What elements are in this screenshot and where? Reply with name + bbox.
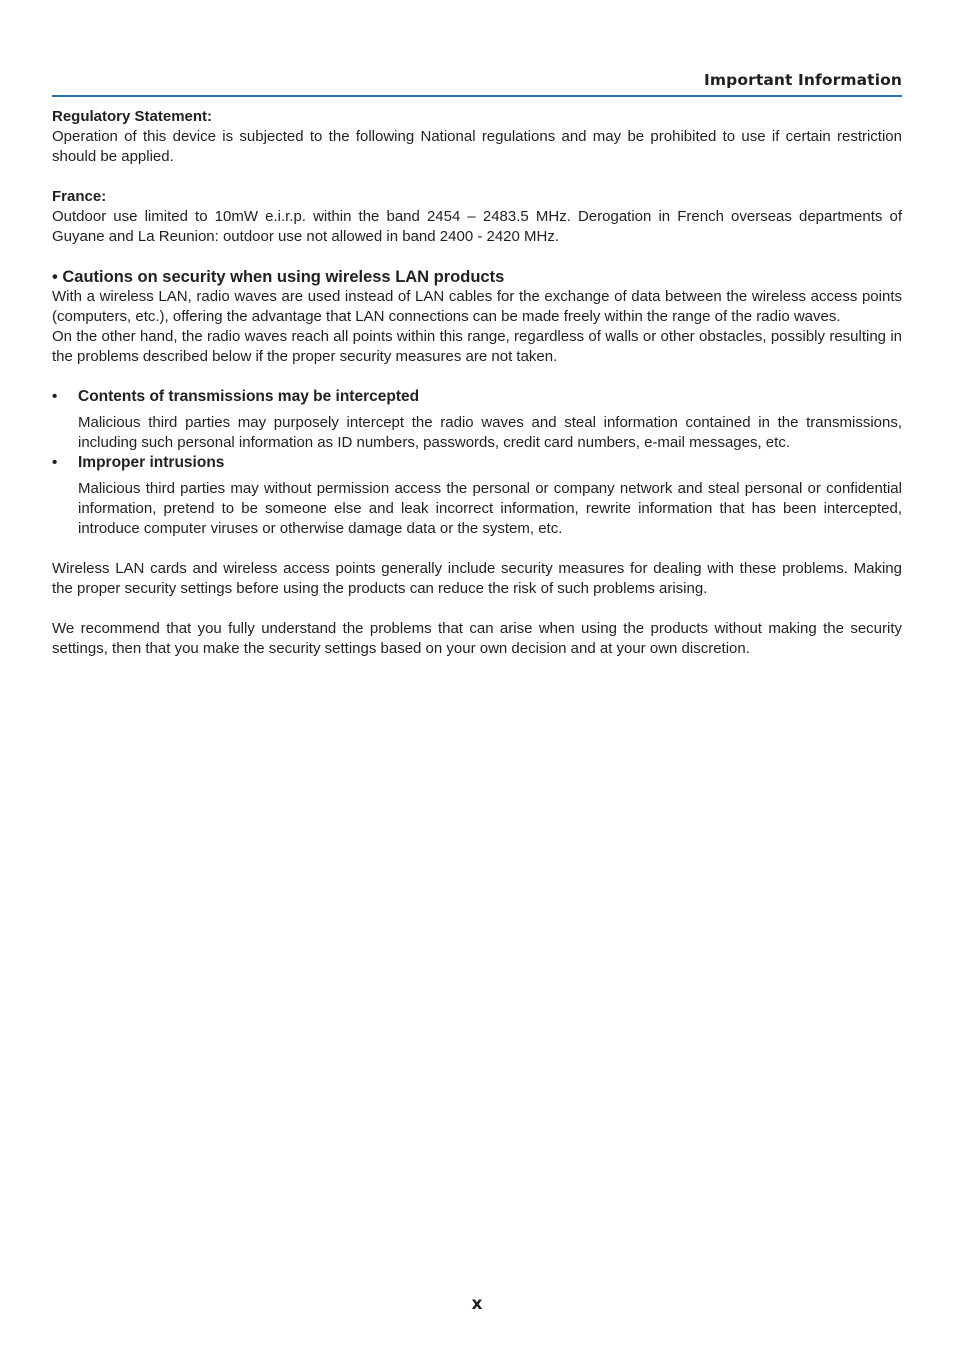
- regulatory-text: Operation of this device is subjected to the following National regulations and may be prohibited to use if certain restriction should be applied.: [52, 128, 902, 165]
- spacer: [52, 167, 902, 187]
- cautions-paragraph-2: On the other hand, the radio waves reach all points within this range, regardless of walls or other obstacles, possibly resulting in the problems described below if the proper security measures are not taken.: [52, 328, 902, 365]
- page-content: [52, 107, 902, 659]
- closing-paragraph-1: Wireless LAN cards and wireless access points generally include security measures for dealing with these problems. Making the proper security settings before using the products can reduce the risk of such problems arising.: [52, 560, 902, 597]
- regulatory-heading: Regulatory Statement:: [52, 108, 213, 125]
- page-number: x: [471, 1294, 483, 1314]
- spacer: [52, 539, 902, 559]
- spacer: [52, 247, 902, 267]
- spacer: [52, 367, 902, 387]
- cautions-heading: • Cautions on security when using wireless LAN products: [52, 268, 505, 286]
- bullet-title: Contents of transmissions may be intercepted: [78, 388, 420, 405]
- france-text: Outdoor use limited to 10mW e.i.r.p. within the band 2454 – 2483.5 MHz. Derogation in French overseas departments of Guyane and La Reunion: outdoor use not allowed in band 2400 - 2420 MHz.: [52, 208, 902, 245]
- bullet-item-interception: [52, 387, 902, 453]
- header-title: Important Information: [704, 71, 902, 89]
- bullet-title: Improper intrusions: [78, 454, 225, 471]
- closing-paragraph-2: We recommend that you fully understand the problems that can arise when using the products without making the security settings, then that you make the security settings based on your own decision and at your own discretion.: [52, 620, 902, 657]
- bullet-marker: •: [52, 388, 58, 405]
- bullet-text: Malicious third parties may purposely intercept the radio waves and steal information contained in the transmissions, including such personal information as ID numbers, passwords, credit card numbers, e-mail messages, etc.: [78, 414, 902, 451]
- cautions-paragraph-1: With a wireless LAN, radio waves are used instead of LAN cables for the exchange of data between the wireless access points (computers, etc.), offering the advantage that LAN connections can be made freely within the range of the radio waves.: [52, 288, 902, 325]
- page-header: [52, 70, 902, 97]
- france-heading: France:: [52, 188, 107, 205]
- spacer: [52, 599, 902, 619]
- document-page: [52, 0, 902, 1348]
- bullet-text: Malicious third parties may without permission access the personal or company network and steal personal or confidential information, pretend to be someone else and leak incorrect information, rewrite information that has been intercepted, introduce computer viruses or otherwise damage data or the system, etc.: [78, 480, 902, 537]
- bullet-marker: •: [52, 454, 58, 471]
- bullet-item-intrusions: [52, 453, 902, 539]
